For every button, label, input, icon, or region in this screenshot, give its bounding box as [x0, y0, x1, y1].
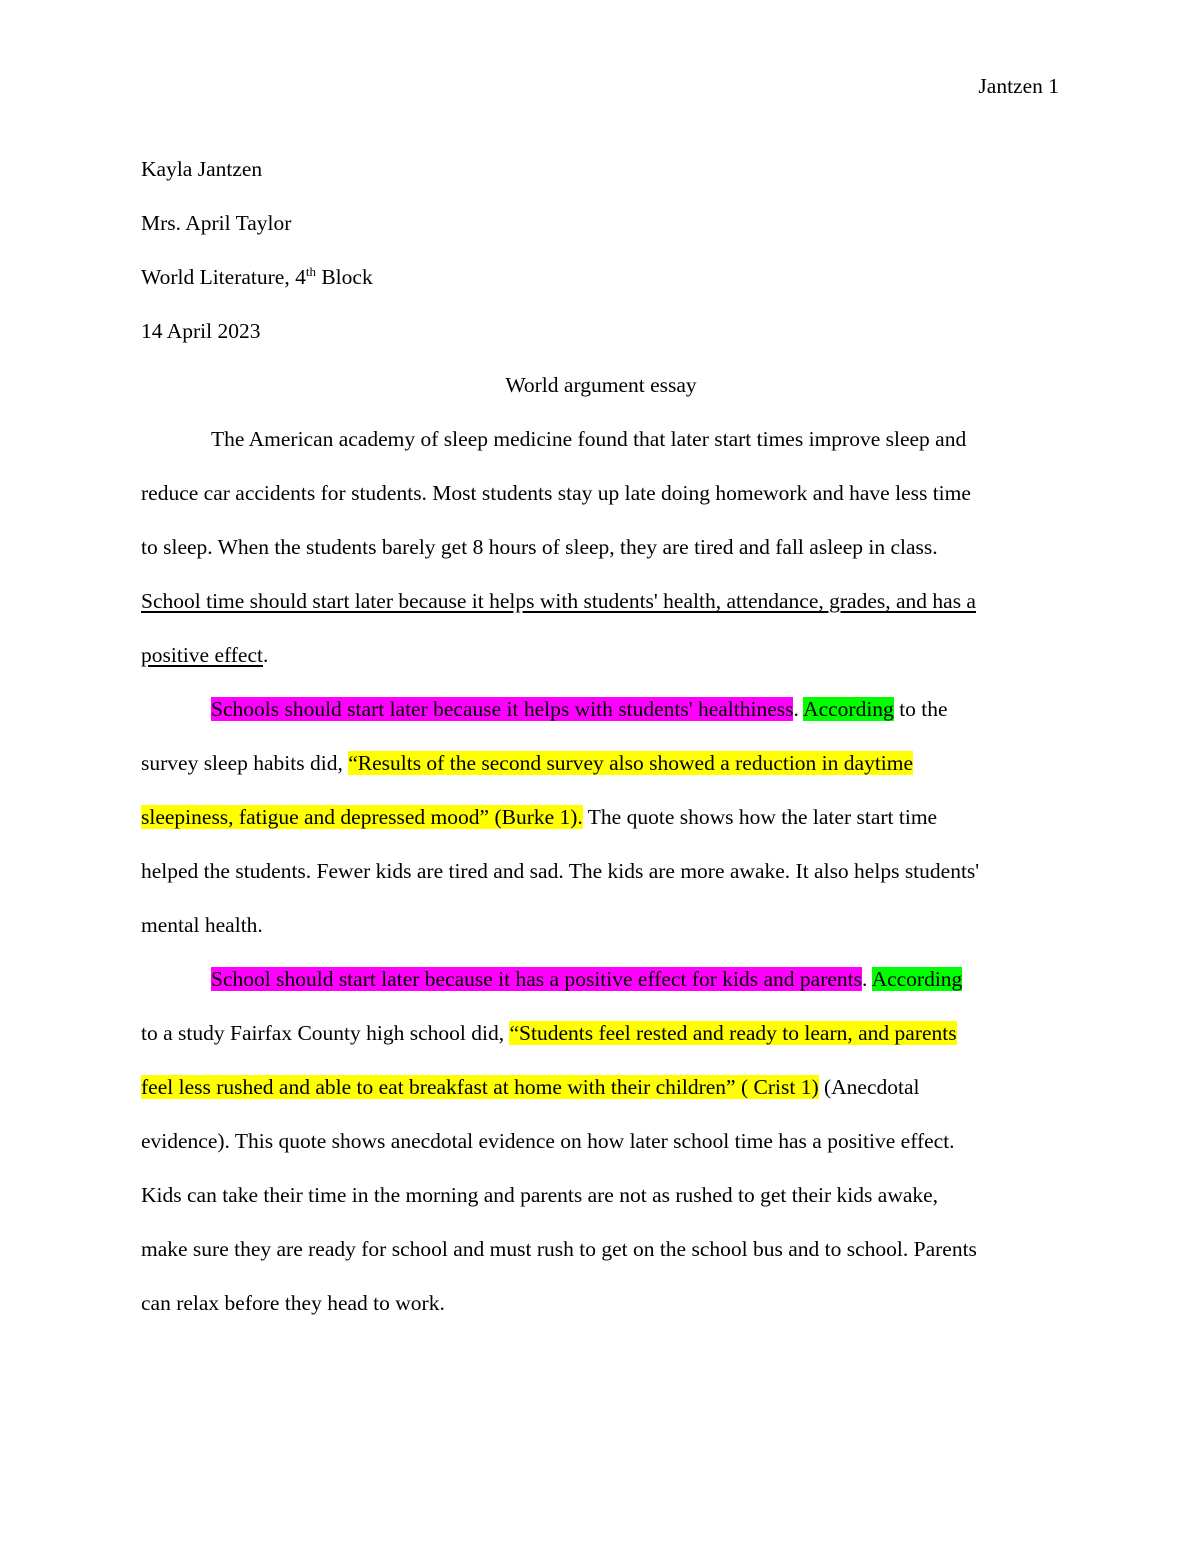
quote-highlight: “Students feel rested and ready to learn, and parents [509, 1021, 957, 1045]
transition-highlight: According [803, 697, 894, 721]
body1-line-2 [141, 736, 1061, 790]
body1-line-2-pre: survey sleep habits did, [141, 751, 349, 775]
topic-sentence-highlight: Schools should start later because it helps with students' healthiness [211, 697, 794, 721]
course-suffix: Block [315, 265, 373, 289]
student-name: Kayla Jantzen [141, 157, 263, 181]
thesis-statement: School time should start later because it helps with students' health, attendance, grades, and has a [141, 589, 976, 613]
quote-highlight: “Results of the second survey also showed a reduction in daytime [348, 751, 914, 775]
intro-line-3: to sleep. When the students barely get 8 hours of sleep, they are tired and fall asleep in class. [141, 535, 938, 559]
essay-body [141, 142, 1061, 1330]
teacher-name: Mrs. April Taylor [141, 211, 292, 235]
body2-line-6: make sure they are ready for school and must rush to get on the school bus and to school. Parents [141, 1237, 977, 1261]
body2-line-3-rest: (Anecdotal [818, 1075, 920, 1099]
thesis-line-1 [141, 574, 1061, 628]
course-line [141, 250, 1061, 304]
quote-highlight-cont: feel less rushed and able to eat breakfast at home with their children” ( Crist 1) [141, 1075, 819, 1099]
course-text: World Literature, 4 [141, 265, 306, 289]
quote-highlight-cont: sleepiness, fatigue and depressed mood” (Burke 1). [141, 805, 583, 829]
topic-sentence-highlight: School should start later because it has a positive effect for kids and parents [211, 967, 862, 991]
course-ordinal: th [305, 264, 316, 279]
body1-line-4: helped the students. Fewer kids are tired and sad. The kids are more awake. It also helps students' [141, 859, 980, 883]
intro-line-2: reduce car accidents for students. Most students stay up late doing homework and have less time [141, 481, 971, 505]
body1-line-3-rest: The quote shows how the later start time [582, 805, 938, 829]
transition-highlight: According [871, 967, 963, 991]
body2-line-2-pre: to a study Fairfax County high school did, [141, 1021, 510, 1045]
topic-end: . [861, 967, 872, 991]
essay-title: World argument essay [505, 373, 697, 397]
essay-date: 14 April 2023 [141, 319, 261, 343]
intro-line-1: The American academy of sleep medicine found that later start times improve sleep and [211, 427, 967, 451]
body2-line-1 [141, 952, 1061, 1006]
thesis-statement-end: positive effect [141, 643, 263, 667]
topic-end: . [793, 697, 804, 721]
body2-line-5: Kids can take their time in the morning and parents are not as rushed to get their kids awake, [141, 1183, 939, 1207]
body1-line-1-rest: to the [893, 697, 948, 721]
body1-line-5: mental health. [141, 913, 263, 937]
page-header: Jantzen 1 [978, 74, 1059, 98]
body1-line-3 [141, 790, 1061, 844]
thesis-period: . [263, 643, 269, 667]
body2-line-7: can relax before they head to work. [141, 1291, 445, 1315]
body2-line-2 [141, 1006, 1061, 1060]
body2-line-4: evidence). This quote shows anecdotal evidence on how later school time has a positive effect. [141, 1129, 955, 1153]
body2-line-3 [141, 1060, 1061, 1114]
thesis-line-2 [141, 628, 1061, 682]
body1-line-1 [141, 682, 1061, 736]
